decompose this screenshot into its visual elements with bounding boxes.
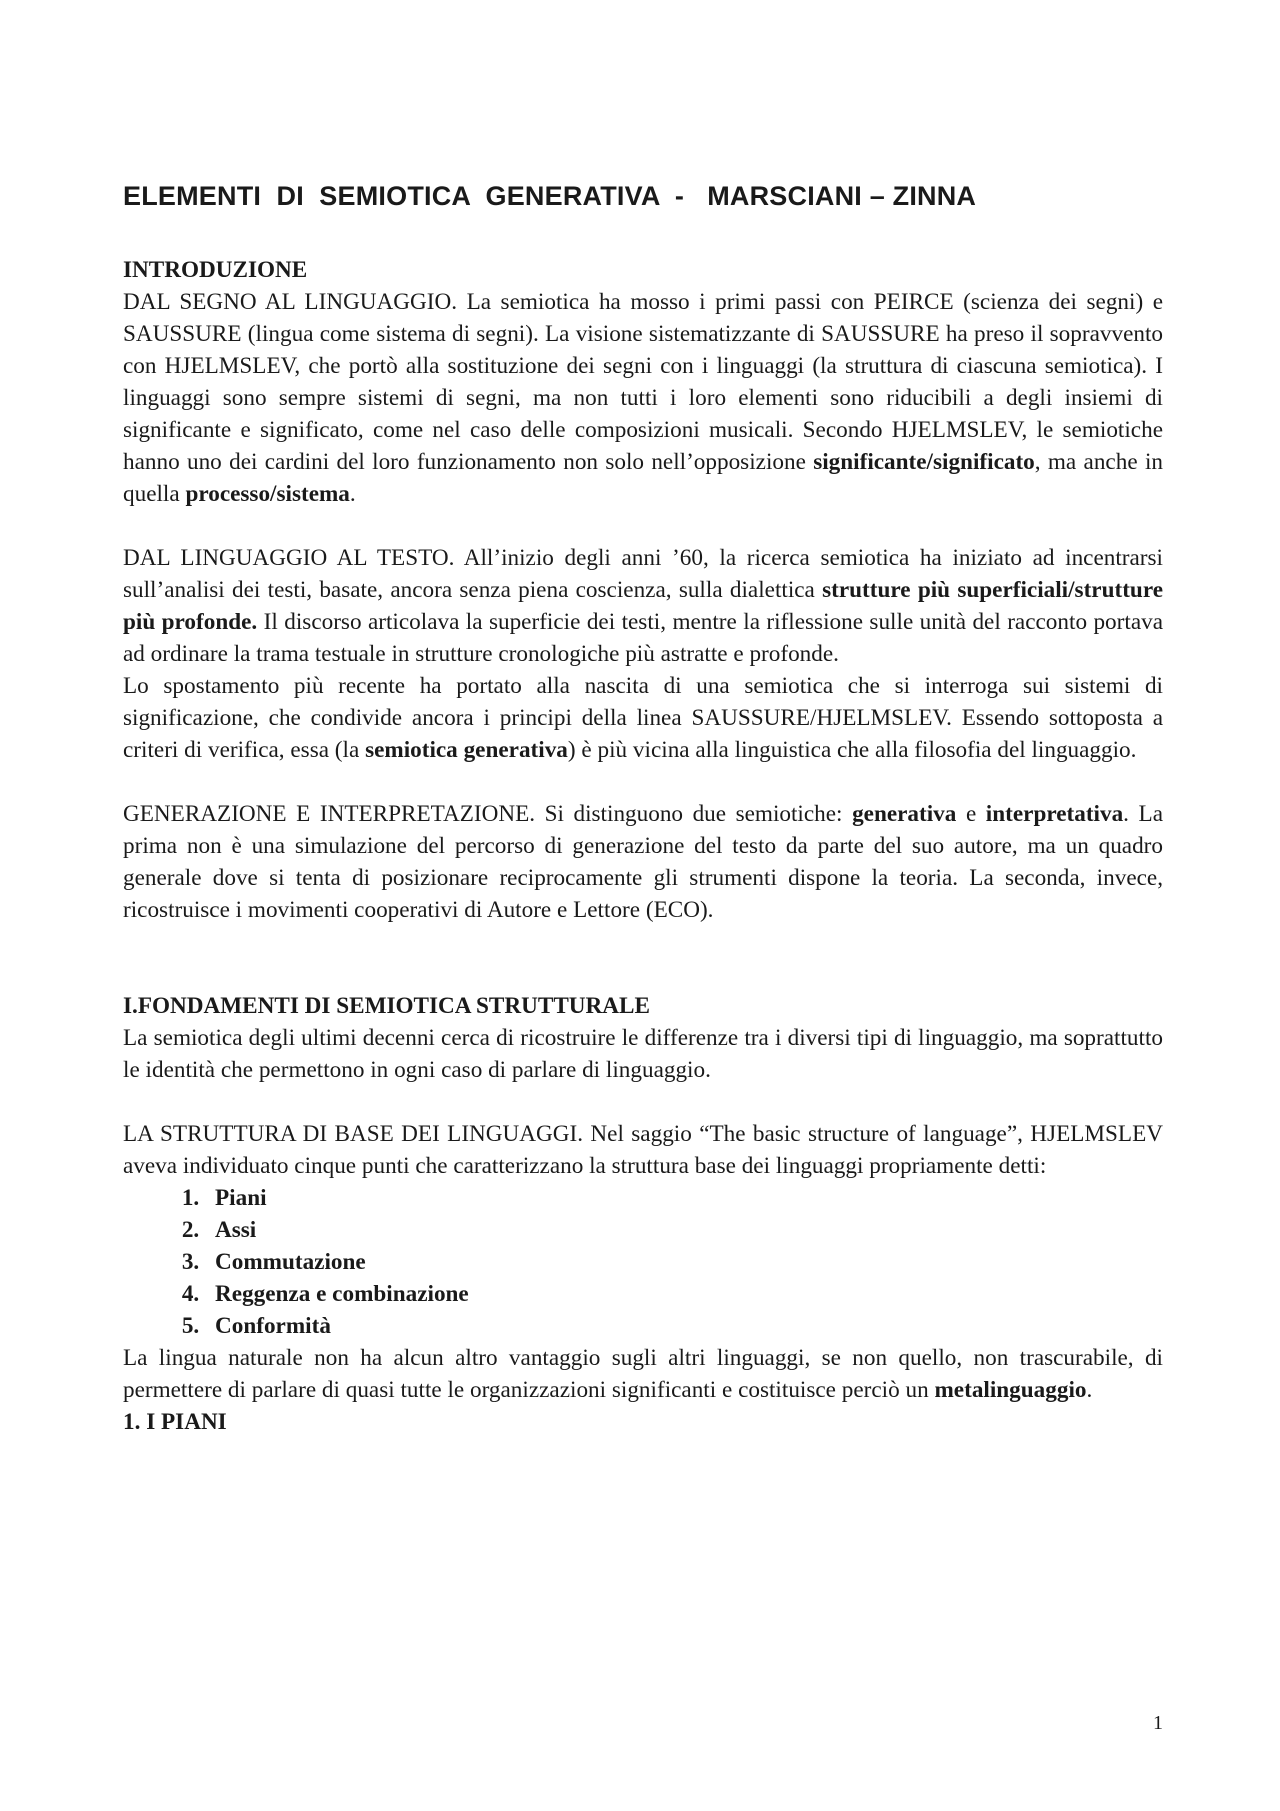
bold-term: interpretativa xyxy=(985,801,1124,827)
bold-term: generativa xyxy=(852,801,957,827)
paragraph-dal-linguaggio-al-testo: DAL LINGUAGGIO AL TESTO. All’inizio degli anni ’60, la ricerca semiotica ha iniziato ad incentrarsi sull’analisi dei testi, basate, ancora senza piena coscienza, sulla dialettica strutture più superficiali/strutture più profonde. Il discorso articolava la superficie dei testi, mentre la riflessione sulle unità del racconto portava ad ordinare la trama testuale in strutture cronologiche più astratte e profonde. xyxy=(123,545,1163,667)
list-item: 5. Conformità xyxy=(205,1310,1163,1342)
page-content xyxy=(123,178,1163,1438)
list-item: 2. Assi xyxy=(205,1214,1163,1246)
page-number: 1 xyxy=(1153,1712,1163,1734)
bold-term: strutture più superficiali/strutture più profonde. xyxy=(123,577,1163,635)
bold-term: significante/significato xyxy=(813,449,1035,475)
document-title: ELEMENTI DI SEMIOTICA GENERATIVA - MARSCIANI – ZINNA xyxy=(123,181,977,211)
paragraph-struttura-di-base: LA STRUTTURA DI BASE DEI LINGUAGGI. Nel saggio “The basic structure of language”, HJELMSLEV aveva individuato cinque punti che caratterizzano la struttura base dei linguaggi propriamente detti: xyxy=(123,1121,1163,1179)
section-heading-fondamenti: I.FONDAMENTI DI SEMIOTICA STRUTTURALE xyxy=(123,993,650,1019)
list-item: 1. Piani xyxy=(205,1182,1163,1214)
paragraph-dal-segno-al-linguaggio: DAL SEGNO AL LINGUAGGIO. La semiotica ha mosso i primi passi con PEIRCE (scienza dei segni) e SAUSSURE (lingua come sistema di segni). La visione sistematizzante di SAUSSURE ha preso il sopravvento con HJELMSLEV, che portò alla sostituzione dei segni con i linguaggi (la struttura di ciascuna semiotica). I linguaggi sono sempre sistemi di segni, ma non tutti i loro elementi sono riducibili a degli insiemi di significante e significato, come nel caso delle composizioni musicali. Secondo HJELMSLEV, le semiotiche hanno uno dei cardini del loro funzionamento non solo nell’opposizione significante/significato, ma anche in quella processo/sistema. xyxy=(123,289,1163,507)
bold-term: metalinguaggio xyxy=(934,1377,1087,1403)
bold-term: semiotica generativa xyxy=(365,737,568,763)
paragraph-spostamento: Lo spostamento più recente ha portato alla nascita di una semiotica che si interroga sui sistemi di significazione, che condivide ancora i principi della linea SAUSSURE/HJELMSLEV. Essendo sottoposta a criteri di verifica, essa (la semiotica generativa) è più vicina alla linguistica che alla filosofia del linguaggio. xyxy=(123,673,1163,763)
paragraph-metalinguaggio: La lingua naturale non ha alcun altro vantaggio sugli altri linguaggi, se non quello, non trascurabile, di permettere di parlare di quasi tutte le organizzazioni significanti e costituisce perciò un metalinguaggio. xyxy=(123,1345,1163,1403)
list-cinque-punti xyxy=(123,1182,1163,1342)
bold-term: processo/sistema xyxy=(185,481,350,507)
list-item: 3. Commutazione xyxy=(205,1246,1163,1278)
list-item: 4. Reggenza e combinazione xyxy=(205,1278,1163,1310)
paragraph-fondamenti-intro: La semiotica degli ultimi decenni cerca di ricostruire le differenze tra i diversi tipi di linguaggio, ma soprattutto le identità che permettono in ogni caso di parlare di linguaggio. xyxy=(123,1025,1163,1083)
paragraph-generazione-interpretazione: GENERAZIONE E INTERPRETAZIONE. Si distinguono due semiotiche: generativa e interpretativa. La prima non è una simulazione del percorso di generazione del testo da parte del suo autore, ma un quadro generale dove si tenta di posizionare reciprocamente gli strumenti dispone la teoria. La seconda, invece, ricostruisce i movimenti cooperativi di Autore e Lettore (ECO). xyxy=(123,801,1163,923)
subheading-i-piani: 1. I PIANI xyxy=(123,1409,227,1435)
section-heading-introduzione: INTRODUZIONE xyxy=(123,257,308,283)
